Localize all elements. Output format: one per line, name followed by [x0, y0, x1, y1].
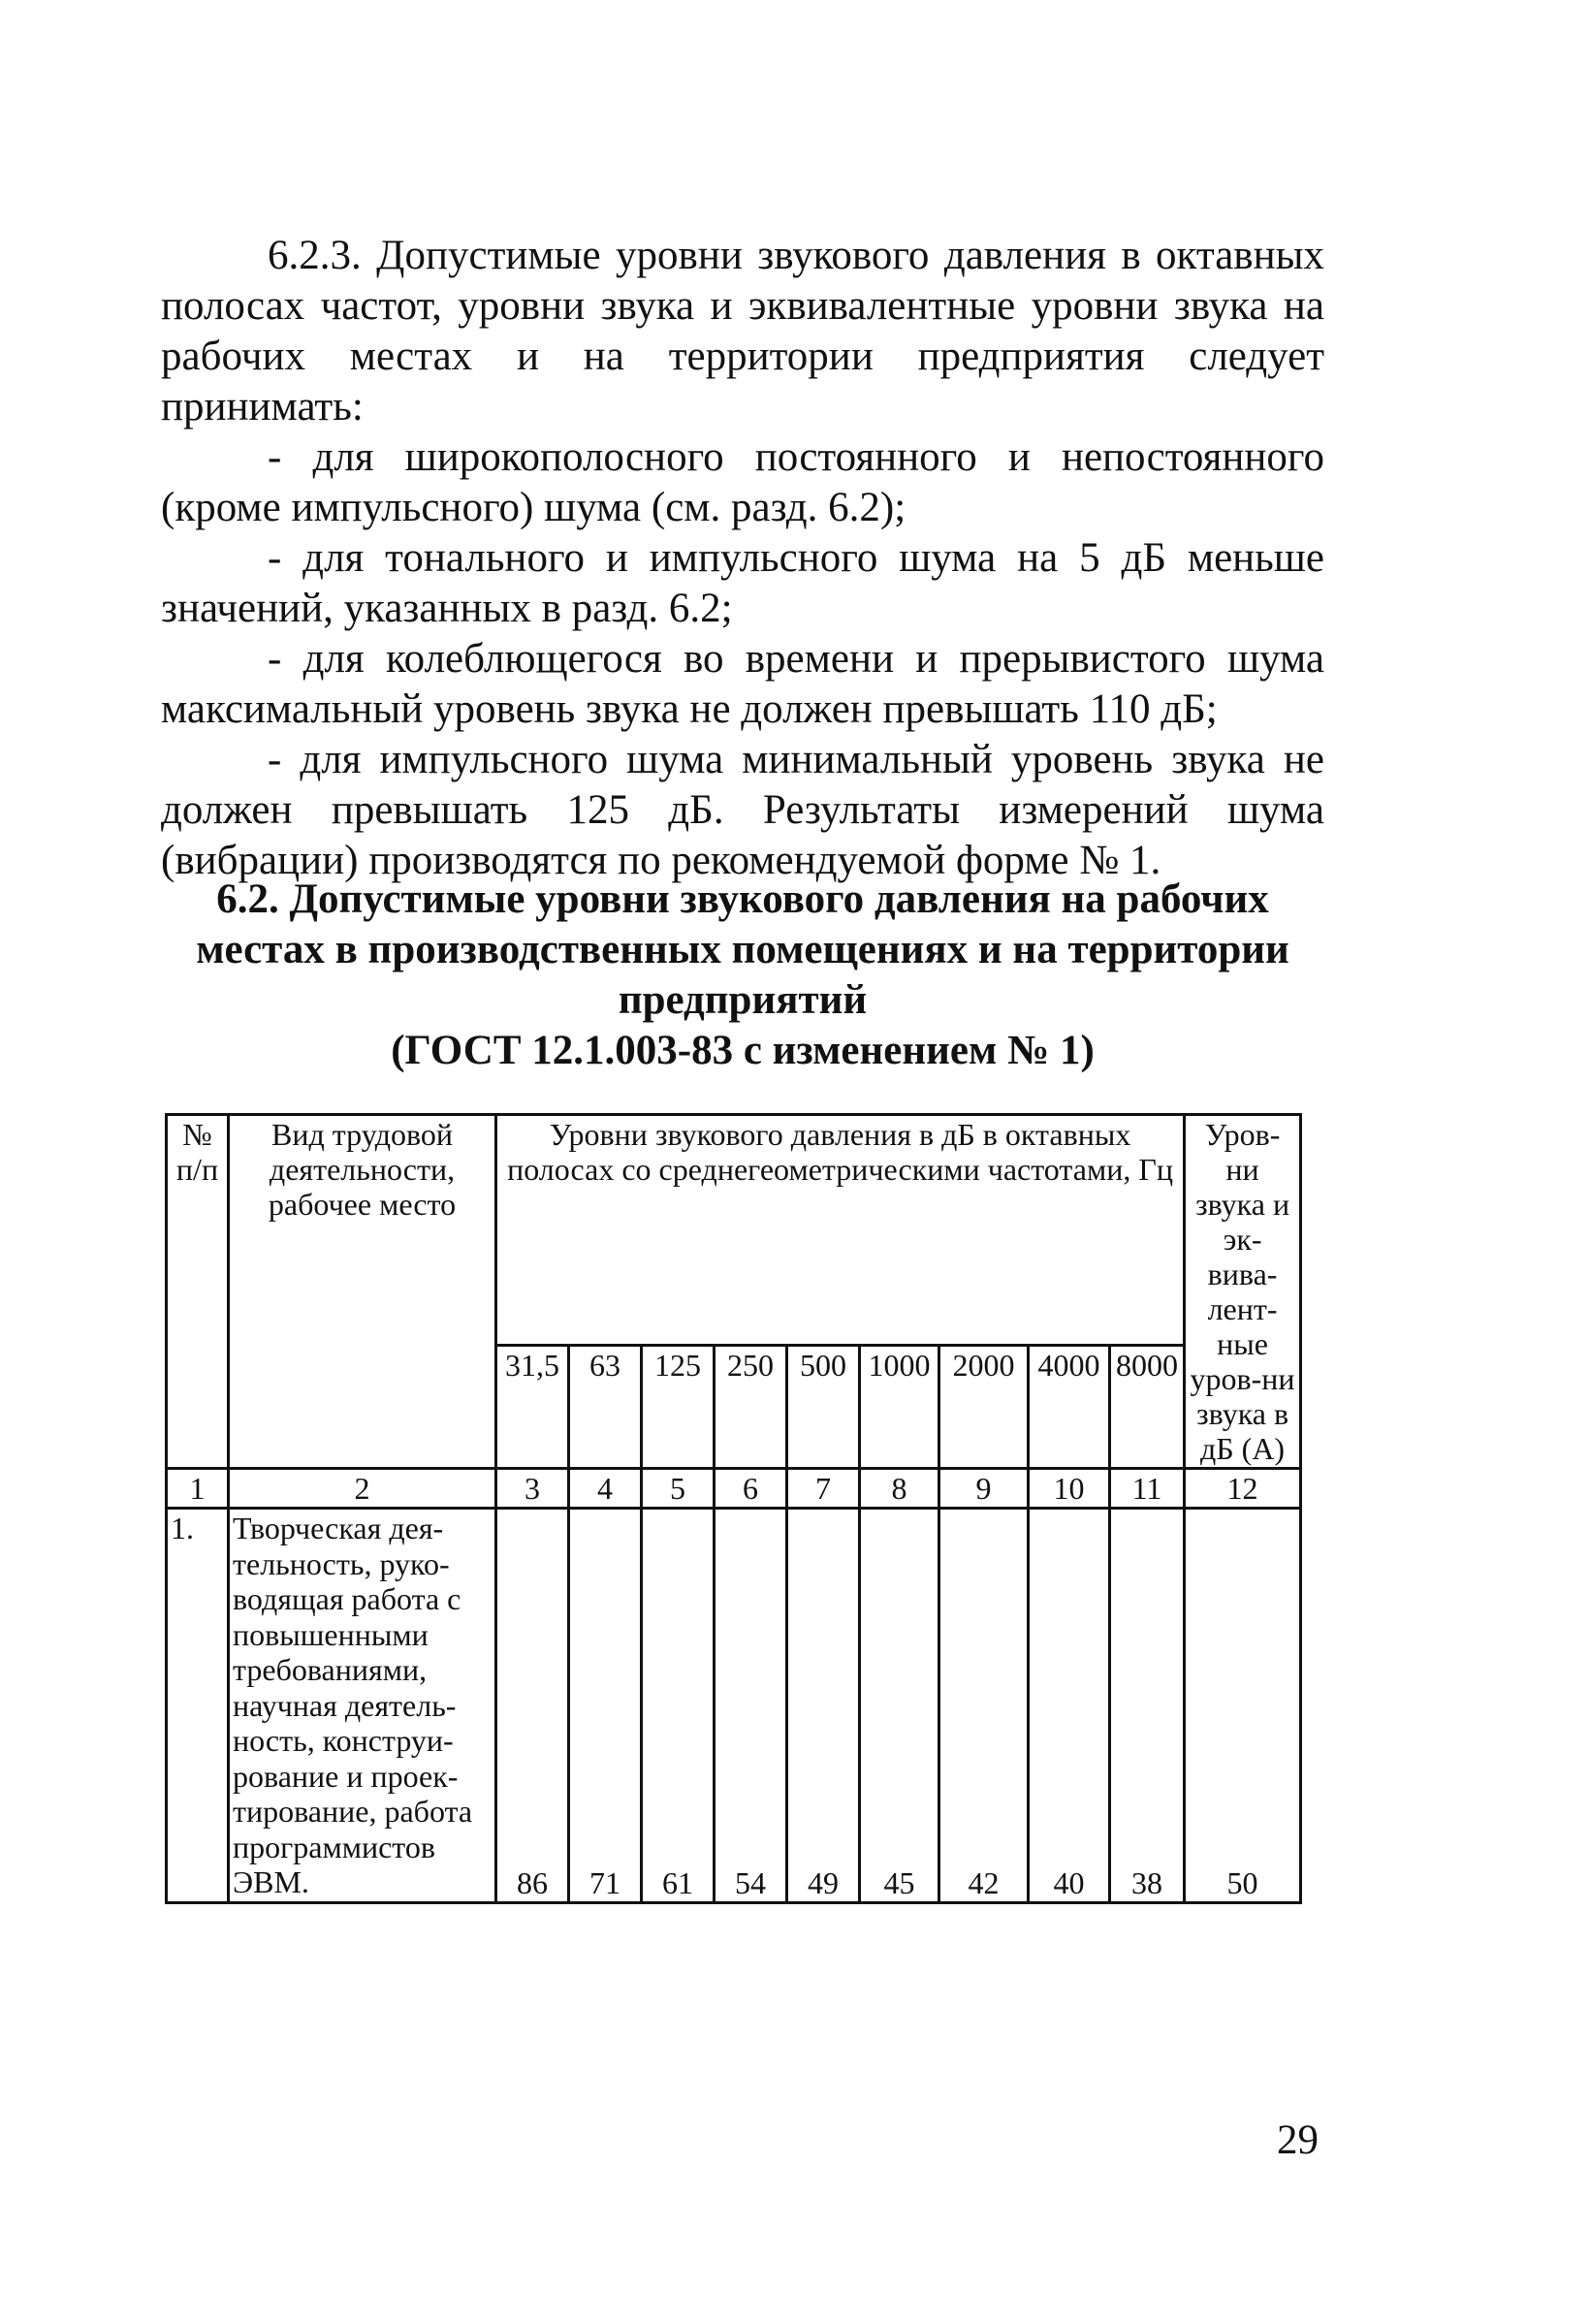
column-number-row — [167, 1469, 1301, 1509]
level-cell: 61 — [642, 1509, 715, 1903]
level-cell: 71 — [569, 1509, 642, 1903]
frequency-header: 250 — [715, 1346, 787, 1469]
column-number: 4 — [569, 1469, 642, 1509]
activity-cell: Творческая дея-тельность, руко-водящая работа с повышенными требованиями, научная деятель-ность, конструи-рование и проек-тирование, работа программистов ЭВМ. — [229, 1509, 496, 1903]
table-row — [167, 1509, 1301, 1903]
column-number: 5 — [642, 1469, 715, 1509]
row-number: 1. — [167, 1509, 229, 1903]
paragraph: - для колеблющегося во времени и прерывистого шума максимальный уровень звука не должен превышать 110 дБ; — [161, 636, 1324, 732]
section-title-line: (ГОСТ 12.1.003-83 с изменением № 1) — [391, 1028, 1095, 1073]
header-activity: Вид трудовой деятельности, рабочее место — [229, 1115, 496, 1469]
section-title-line: местах в производственных помещениях и на территории — [196, 927, 1289, 972]
frequency-header: 500 — [787, 1346, 860, 1469]
frequency-header: 125 — [642, 1346, 715, 1469]
column-number: 2 — [229, 1469, 496, 1509]
column-number: 9 — [939, 1469, 1029, 1509]
header-number: № п/п — [167, 1115, 229, 1469]
level-cell: 40 — [1029, 1509, 1110, 1903]
column-number: 3 — [496, 1469, 569, 1509]
column-number: 10 — [1029, 1469, 1110, 1509]
column-number: 1 — [167, 1469, 229, 1509]
frequency-header: 63 — [569, 1346, 642, 1469]
frequency-header: 1000 — [860, 1346, 939, 1469]
frequency-header: 31,5 — [496, 1346, 569, 1469]
paragraph: - для широкополосного постоянного и непостоянного (кроме импульсного) шума (см. разд. 6.2); — [161, 434, 1324, 530]
paragraph: 6.2.3. Допустимые уровни звукового давления в октавных полосах частот, уровни звука и эквивалентные уровни звука на рабочих местах и на территории предприятия следует принимать: — [161, 233, 1324, 430]
frequency-header: 2000 — [939, 1346, 1029, 1469]
level-cell: 49 — [787, 1509, 860, 1903]
body-text — [161, 231, 1324, 886]
section-title — [161, 875, 1324, 1076]
section-title-line: предприятий — [618, 977, 868, 1023]
noise-levels-table — [165, 1113, 1302, 1904]
section-title-line: 6.2. Допустимые уровни звукового давления на рабочих — [216, 876, 1269, 922]
sound-level-cell: 50 — [1185, 1509, 1301, 1903]
paragraph: - для импульсного шума минимальный уровень звука не должен превышать 125 дБ. Результаты измерений шума (вибрации) производятся по рекомендуемой форме № 1. — [161, 737, 1324, 883]
header-octave-levels: Уровни звукового давления в дБ в октавных полосах со среднегеометрическими частотами, Гц — [496, 1115, 1185, 1346]
column-number: 7 — [787, 1469, 860, 1509]
level-cell: 38 — [1110, 1509, 1185, 1903]
frequency-header: 4000 — [1029, 1346, 1110, 1469]
level-cell: 45 — [860, 1509, 939, 1903]
level-cell: 54 — [715, 1509, 787, 1903]
frequency-header: 8000 — [1110, 1346, 1185, 1469]
level-cell: 42 — [939, 1509, 1029, 1903]
column-number: 6 — [715, 1469, 787, 1509]
level-cell: 86 — [496, 1509, 569, 1903]
column-number: 11 — [1110, 1469, 1185, 1509]
paragraph: - для тонального и импульсного шума на 5 дБ меньше значений, указанных в разд. 6.2; — [161, 535, 1324, 631]
column-number: 8 — [860, 1469, 939, 1509]
page-number: 29 — [1277, 2117, 1319, 2163]
header-sound-level: Уров-ни звука и эк-вива-лент-ные уров-ни звука в дБ (А) — [1185, 1115, 1301, 1469]
column-number: 12 — [1185, 1469, 1301, 1509]
